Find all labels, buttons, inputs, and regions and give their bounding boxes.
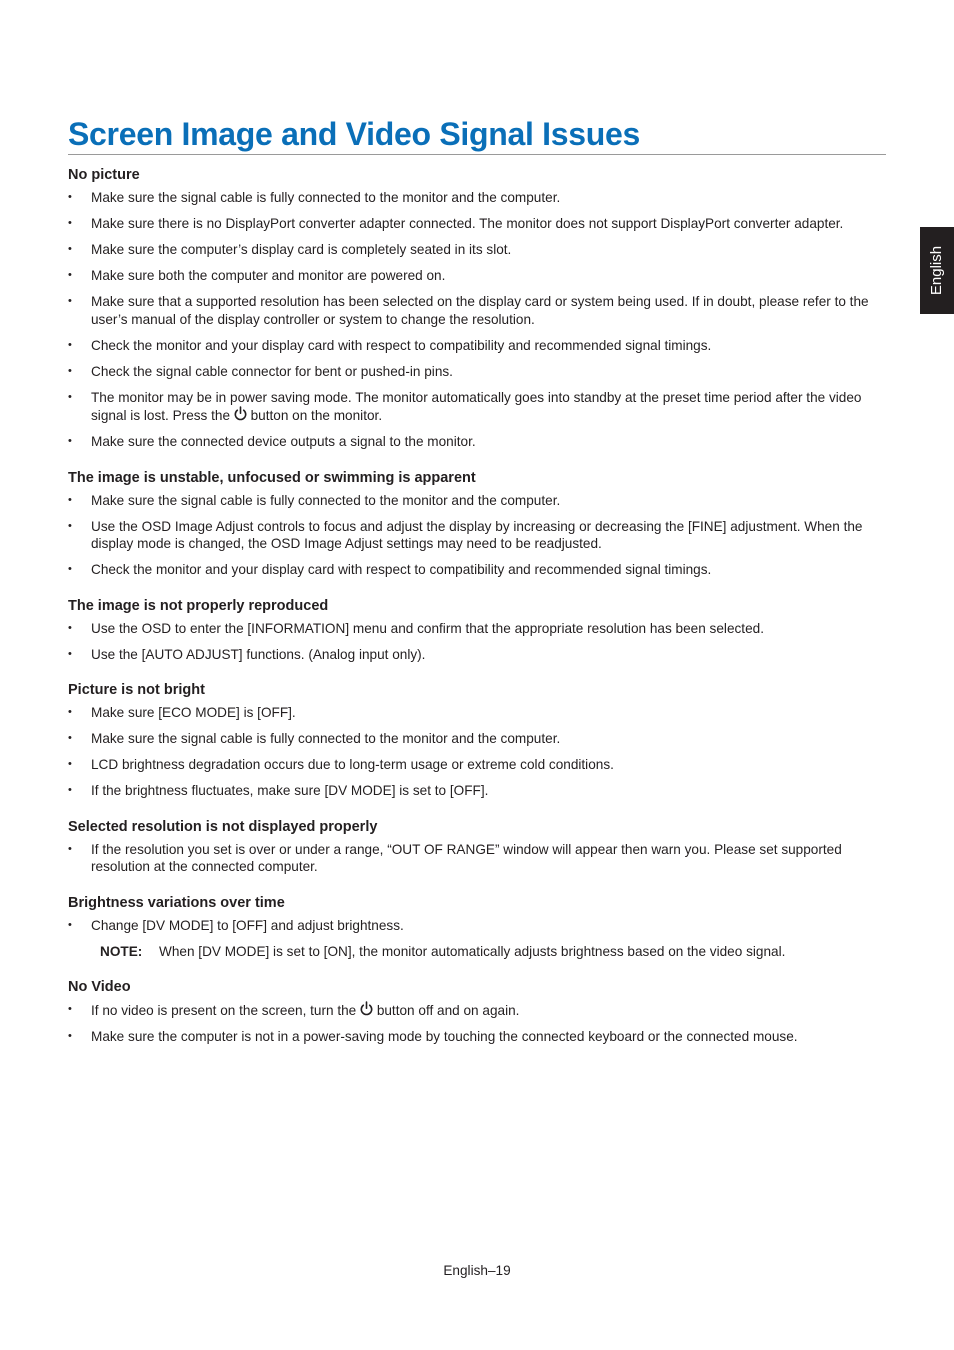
section: [68, 978, 888, 1046]
bullet-list: [68, 1001, 888, 1046]
section: [68, 818, 888, 876]
list-item: • Check the monitor and your display card with respect to compatibility and recommended signal timings.: [68, 337, 888, 355]
list-item: • Use the OSD to enter the [INFORMATION] menu and confirm that the appropriate resolution has been selected.: [68, 620, 888, 638]
bullet-list: [68, 492, 888, 579]
list-item: • Make sure the computer’s display card is completely seated in its slot.: [68, 241, 888, 259]
list-item: [68, 389, 888, 425]
bullet-list: [68, 841, 888, 876]
list-item: [68, 1001, 888, 1020]
section-heading: No Video: [68, 979, 131, 995]
list-item: • Make sure both the computer and monitor are powered on.: [68, 267, 888, 285]
list-item: • Make sure the signal cable is fully connected to the monitor and the computer.: [68, 492, 888, 510]
list-item: • Make sure [ECO MODE] is [OFF].: [68, 704, 888, 722]
language-tab-label: English: [928, 245, 946, 296]
section: [68, 469, 888, 579]
list-item: • Check the monitor and your display card with respect to compatibility and recommended signal timings.: [68, 561, 888, 579]
section-heading: Brightness variations over time: [68, 894, 285, 911]
list-item: • Make sure the connected device outputs a signal to the monitor.: [68, 433, 888, 451]
list-item-text: If no video is present on the screen, turn the: [91, 1003, 357, 1018]
language-tab: [920, 227, 954, 314]
list-item: • Use the OSD Image Adjust controls to focus and adjust the display by increasing or decreasing the [FINE] adjustment. When the display mode is changed, the OSD Image Adjust settings may need to be readjusted.: [68, 518, 888, 553]
page-number: English–19: [443, 1263, 511, 1278]
section: [68, 166, 888, 451]
section: [68, 597, 888, 664]
list-item: • If the brightness fluctuates, make sure [DV MODE] is set to [OFF].: [68, 782, 888, 800]
section-heading: Picture is not bright: [68, 682, 205, 698]
section: [68, 681, 888, 800]
list-item-text: The monitor may be in power saving mode. The monitor automatically goes into standby at the preset time period after the video signal is lost. Press the: [91, 389, 862, 423]
list-item: • Make sure the computer is not in a power-saving mode by touching the connected keyboard or the connected mouse.: [68, 1028, 888, 1046]
list-item: • Change [DV MODE] to [OFF] and adjust brightness.: [68, 917, 888, 935]
note-label: NOTE:: [100, 943, 143, 959]
list-item-text: button off and on again.: [376, 1003, 520, 1018]
list-item-text: button on the monitor.: [250, 408, 383, 423]
section-heading: The image is not properly reproduced: [68, 597, 329, 614]
list-item: • If the resolution you set is over or under a range, “OUT OF RANGE” window will appear then warn you. Please set supported resolution at the connected computer.: [68, 841, 888, 876]
bullet-list: [68, 189, 888, 451]
section: [68, 894, 888, 961]
power-icon: [360, 1001, 373, 1016]
list-item: • Make sure the signal cable is fully connected to the monitor and the computer.: [68, 730, 888, 748]
list-item: • Make sure there is no DisplayPort converter adapter connected. The monitor does not support DisplayPort converter adapter.: [68, 215, 888, 233]
power-icon: [234, 406, 247, 421]
list-item: • Use the [AUTO ADJUST] functions. (Analog input only).: [68, 646, 888, 664]
section-heading: No picture: [68, 167, 140, 183]
bullet-list: [68, 620, 888, 664]
note-text: When [DV MODE] is set to [ON], the monitor automatically adjusts brightness based on the video signal.: [159, 943, 786, 959]
troubleshooting-content: [68, 166, 888, 1064]
section-heading: Selected resolution is not displayed properly: [68, 818, 378, 835]
section-heading: The image is unstable, unfocused or swimming is apparent: [68, 469, 476, 486]
bullet-list: [68, 704, 888, 800]
page-title: Screen Image and Video Signal Issues: [68, 114, 886, 155]
bullet-list: [68, 917, 888, 935]
list-item: • LCD brightness degradation occurs due to long-term usage or extreme cold conditions.: [68, 756, 888, 774]
list-item: • Make sure that a supported resolution has been selected on the display card or system being used. If in doubt, please refer to the user’s manual of the display controller or system to change the resolution.: [68, 293, 888, 328]
list-item: • Check the signal cable connector for bent or pushed-in pins.: [68, 363, 888, 381]
list-item: • Make sure the signal cable is fully connected to the monitor and the computer.: [68, 189, 888, 207]
note: [68, 943, 888, 961]
